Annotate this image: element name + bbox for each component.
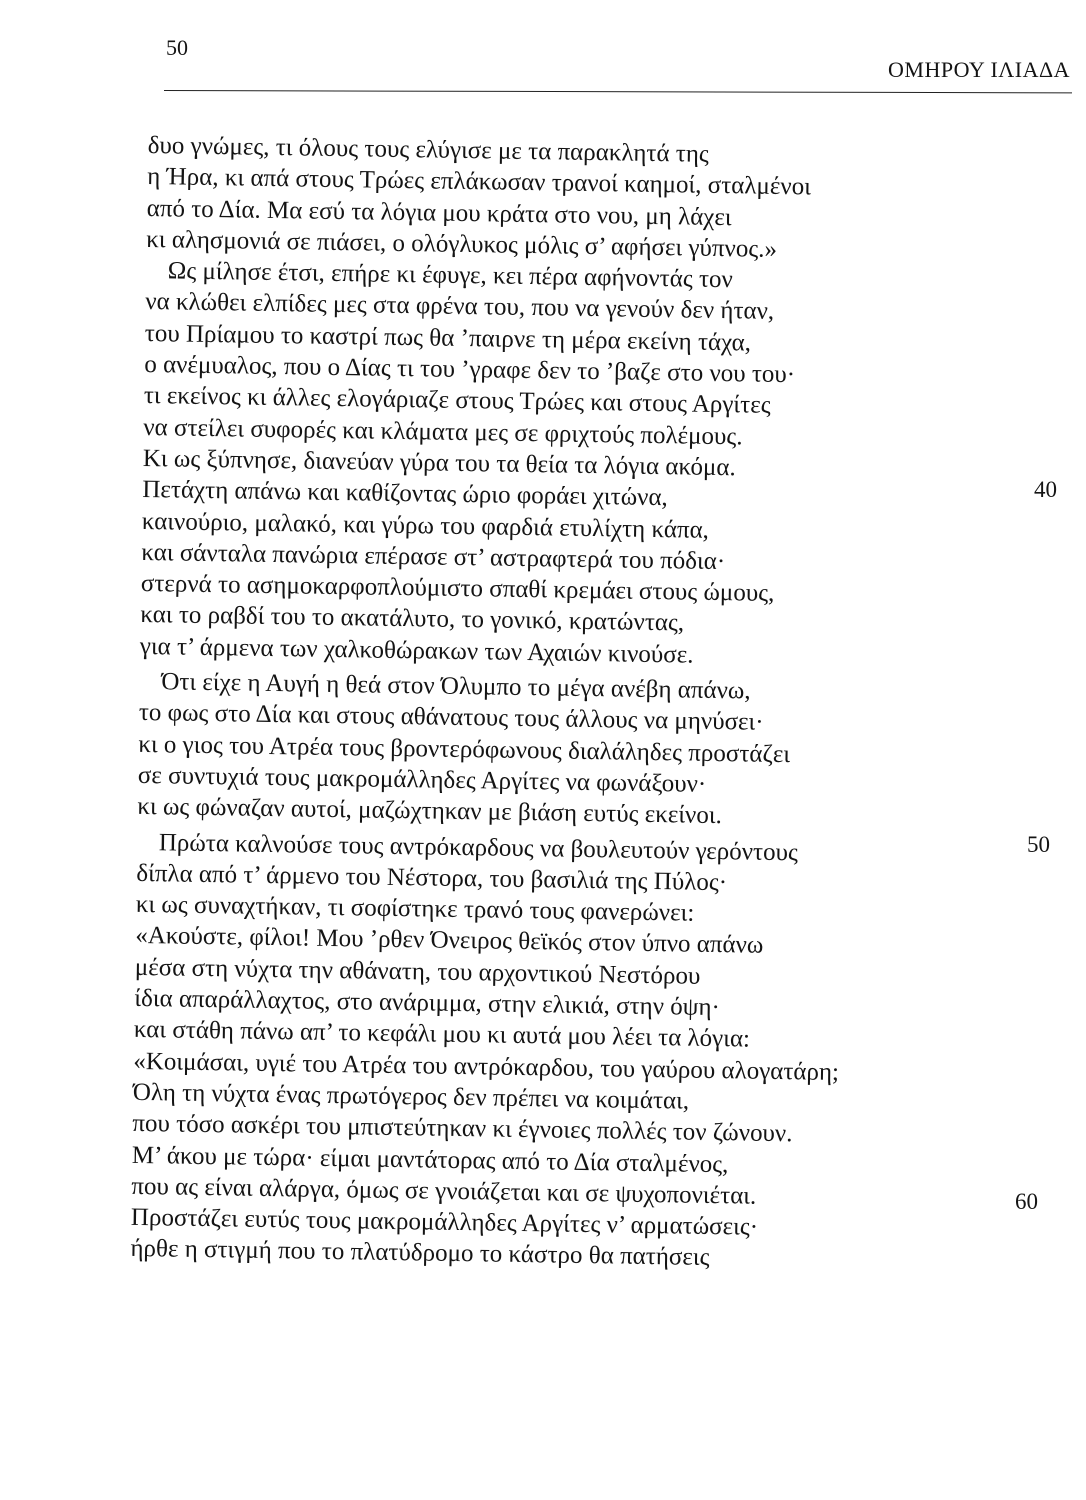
verse-line: κι αλησμονιά σε πιάσει, ο ολόγλυκος μόλις σ’ αφήσει γύπνος.» — [146, 225, 778, 263]
verse-line: το φως στο Δία και στους αθάνατους τους άλλους να μηνύσει· — [138, 699, 764, 737]
verse-line: τι εκείνος κι άλλες ελογάριαζε στους Τρώες και στους Αργίτες — [143, 382, 771, 420]
verse-line: σε συντυχιά τους μακρομάλληδες Αργίτες να φωνάξουν· — [137, 761, 707, 798]
verse-line: η Ήρα, κι απά στους Τρώες επλάκωσαν τρανοί καημοί, σταλμένοι — [147, 163, 812, 201]
verse-line: ίδια απαράλλαχτος, στο ανάριμμα, στην ελικιά, στην όψη· — [134, 984, 721, 1022]
verse-line: Μ’ άκου με τώρα· είμαι μαντάτορας από το Δία σταλμένος, — [131, 1141, 729, 1178]
verse-line: «Ακούστε, φίλοι! Μου ’ρθεν Όνειρος θεϊκός στον ύπνο απάνω — [135, 922, 764, 960]
verse-line: για τ’ άρμενα των χαλκοθώρακων των Αχαιών κινούσε. — [139, 632, 694, 669]
verse-line: Ως μίλησε έτσι, επήρε κι έφυγε, κει πέρα αφήνοντάς τον — [167, 257, 734, 294]
verse-line: να κλώθει ελπίδες μες στα φρένα του, που να γενούν δεν ήταν, — [145, 288, 775, 326]
verse-line: και σάνταλα πανώρια επέρασε στ’ αστραφτερά του πόδια· — [141, 538, 726, 575]
verse-line: από το Δία. Μα εσύ τα λόγια μου κράτα στο νου, μη λάχει — [146, 194, 732, 231]
verse-line: στερνά το ασημοκαρφοπλούμιστο σπαθί κρεμάει στους ώμους, — [140, 570, 775, 608]
verse-line: που ας είναι αλάργα, όμως σε γνοιάζεται και σε ψυχοπονιέται. — [131, 1172, 757, 1210]
verse-line: δυο γνώμες, τι όλους τους ελύγισε με τα παρακλητά της — [147, 131, 710, 168]
verse-line: Κι ως ξύπνησε, διανεύαν γύρα του τα θεία τα λόγια ακόμα. — [142, 444, 736, 482]
verse-line: δίπλα από τ’ άρμενο του Νέστορα, του βασιλιά της Πύλος· — [136, 859, 728, 897]
header-rule — [164, 90, 1072, 93]
verse-line: Προστάζει ευτύς τους μακρομάλληδες Αργίτες ν’ αρματώσεις· — [130, 1203, 759, 1241]
verse-line: «Κοιμάσαι, υγιέ του Ατρέα του αντρόκαρδου, του γαύρου αλογατάρη; — [133, 1047, 840, 1086]
verse-line: Ότι είχε η Αυγή η θεά στον Όλυμπο το μέγα ανέβη απάνω, — [161, 668, 751, 705]
verse-line: και το ραβδί του το ακατάλυτο, το γονικό, κρατώντας, — [140, 601, 685, 637]
line-number-40: 40 — [1034, 477, 1057, 502]
verse-line: μέσα στη νύχτα την αθάνατη, του αρχοντικού Νεστόρου — [134, 953, 701, 990]
poem-text — [130, 130, 1018, 1278]
running-title: ΟΜΗΡΟΥ ΙΛΙΑΔΑ — [888, 57, 1070, 82]
verse-line: κι ο γιος του Ατρέα τους βροντερόφωνους διαλάληδες προστάζει — [138, 730, 791, 768]
verse-line: Όλη τη νύχτα ένας πρωτόγερος δεν πρέπει να κοιμάται, — [132, 1078, 690, 1115]
verse-line: κι ως φώναζαν αυτοί, μαζώχτηκαν με βιάση ευτύς εκείνοι. — [137, 793, 723, 830]
page-number: 50 — [166, 35, 188, 60]
line-number-60: 60 — [1015, 1189, 1038, 1214]
verse-line: ήρθε η στιγμή που το πλατύδρομο το κάστρο θα πατήσεις — [130, 1235, 710, 1272]
verse-line: κι ως συναχτήκαν, τι σοφίστηκε τρανό τους φανερώνει: — [135, 891, 695, 927]
verse-line: που τόσο ασκέρι του μπιστεύτηκαν κι έγνοιες πολλές τον ζώνουν. — [132, 1110, 793, 1148]
verse-line: να στείλει συφορές και κλάματα μες σε φριχτούς πολέμους. — [143, 413, 743, 451]
verse-line: του Πρίαμου το καστρί πως θα ’παιρνε τη μέρα εκείνη τάχα, — [144, 319, 752, 357]
verse-line: καινούριο, μαλακό, και γύρω του φαρδιά ετυλίχτη κάπα, — [141, 507, 710, 544]
verse-line: και στάθη πάνω απ’ το κεφάλι μου κι αυτά μου λέει τα λόγια: — [133, 1016, 751, 1053]
verse-line: Πετάχτη απάνω και καθίζοντας ώριο φοράει χιτώνα, — [142, 476, 669, 512]
verse-line: ο ανέμυαλος, που ο Δίας τι του ’γραφε δεν το ’βαζε στο νου του· — [144, 351, 796, 389]
line-number-50: 50 — [1027, 832, 1050, 857]
verse-line: Πρώτα καλνούσε τους αντρόκαρδους να βουλευτούν γερόντους — [158, 828, 799, 866]
